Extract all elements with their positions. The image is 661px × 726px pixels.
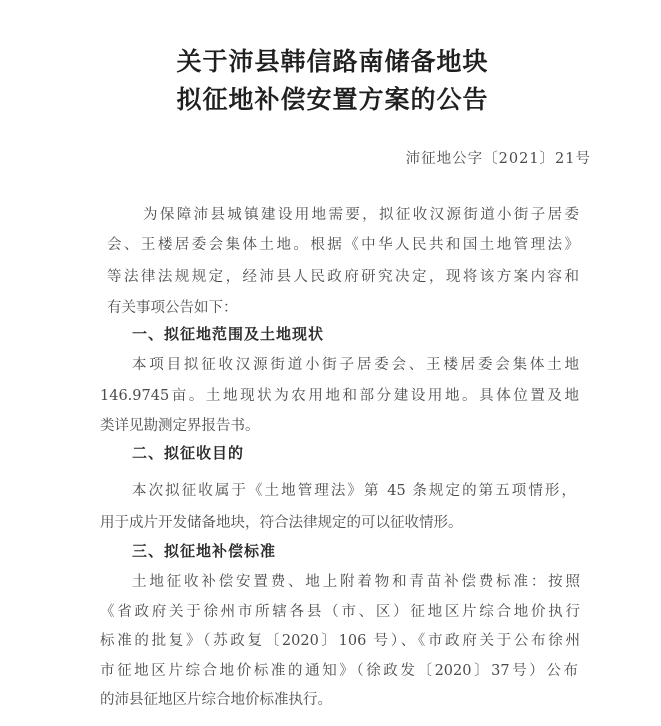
title-line-2: 拟征地补偿安置方案的公告 — [176, 85, 489, 114]
section-heading: 二、拟征收目的 — [132, 444, 245, 462]
section-heading: 三、拟征地补偿标准 — [132, 542, 277, 560]
section-line: 《省政府关于徐州市所辖各县（市、区）征地区片综合地价执行 — [100, 604, 580, 620]
section-line: 用于成片开发储备地块，符合法律规定的可以征收情形。 — [100, 515, 463, 531]
intro-line: 会、王楼居委会集体土地。根据《中华人民共和国土地管理法》 — [107, 237, 579, 253]
intro-line: 等法律法规规定，经沛县人民政府研究决定，现将该方案内容和 — [107, 269, 579, 285]
section-line: 本项目拟征收汉源街道小街子居委会、王楼居委会集体土地 — [132, 357, 579, 373]
intro-line: 为保障沛县城镇建设用地需要，拟征收汉源街道小街子居委 — [143, 207, 579, 223]
intro-line: 有关事项公告如下： — [107, 300, 238, 316]
section-line: 类详见勘测定界报告书。 — [100, 418, 260, 434]
section-line: 146.9745亩。土地现状为农用地和部分建设用地。具体位置及地 — [100, 388, 579, 404]
section-line: 标准的批复》（苏政复〔2020〕106 号）、《市政府关于公布徐州 — [100, 633, 580, 649]
section-line: 市征地区片综合地价标准的通知》（徐政发〔2020〕37号）公布 — [100, 663, 578, 679]
document-number: 沛征地公字〔2021〕21号 — [405, 151, 591, 167]
section-line: 土地征收补偿安置费、地上附着物和青苗补偿费标准：按照 — [132, 574, 580, 590]
section-line: 的沛县征地区片综合地价标准执行。 — [100, 692, 332, 708]
section-heading: 一、拟征地范围及土地现状 — [132, 325, 325, 343]
section-line: 本次拟征收属于《土地管理法》第 45 条规定的第五项情形， — [132, 483, 576, 499]
title-line-1: 关于沛县韩信路南储备地块 — [176, 47, 489, 76]
